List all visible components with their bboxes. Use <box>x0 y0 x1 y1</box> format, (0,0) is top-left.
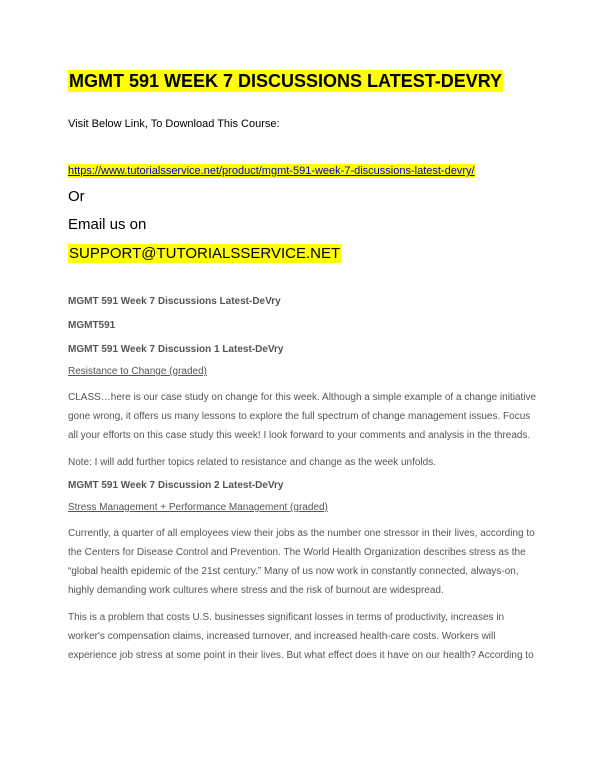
visit-instruction: Visit Below Link, To Download This Course: <box>68 118 280 130</box>
discussion-2-paragraph-1: Currently, a quarter of all employees view their jobs as the number one stressor in their lives, according to the Centers for Disease Control and Prevention. The World Health Organization describes stress as the “global health epidemic of the 21st century.” Many of us now work in constantly connected, always-on, highly demanding work cultures where stress and the risk of burnout are widespread. <box>68 528 535 596</box>
discussion-2-title: MGMT 591 Week 7 Discussion 2 Latest-DeVry <box>68 480 284 491</box>
email-label: Email us on <box>68 216 147 233</box>
course-download-link[interactable]: https://www.tutorialsservice.net/product/mgmt-591-week-7-discussions-latest-devry/ <box>68 165 475 177</box>
document-body <box>68 296 538 673</box>
main-heading: MGMT 591 Week 7 Discussions Latest-DeVry <box>68 296 281 307</box>
course-code: MGMT591 <box>68 320 116 331</box>
document-title: MGMT 591 WEEK 7 DISCUSSIONS LATEST-DEVRY <box>69 71 503 91</box>
discussion-2-paragraph-2: This is a problem that costs U.S. businesses significant losses in terms of productivity, increases in worker's compensation claims, increased turnover, and increased health-care costs. Workers will experience job stress at some point in their lives. But what effect does it have on our health? According to <box>68 612 534 661</box>
discussion-1-paragraph: CLASS…here is our case study on change for this week. Although a simple example of a change initiative gone wrong, it offers us many lessons to explore the full spectrum of change management issues. Focus all your efforts on this case study this week! I look forward to your comments and analysis in the threads. <box>68 392 537 441</box>
support-email[interactable]: SUPPORT@TUTORIALSSERVICE.NET <box>69 245 341 262</box>
discussion-1-note: Note: I will add further topics related to resistance and change as the week unfolds. <box>68 457 436 468</box>
discussion-1-subtitle: Resistance to Change (graded) <box>68 366 207 377</box>
discussion-1-title: MGMT 591 Week 7 Discussion 1 Latest-DeVry <box>68 344 284 355</box>
or-text: Or <box>68 188 85 205</box>
discussion-2-subtitle: Stress Management + Performance Management (graded) <box>68 502 328 513</box>
